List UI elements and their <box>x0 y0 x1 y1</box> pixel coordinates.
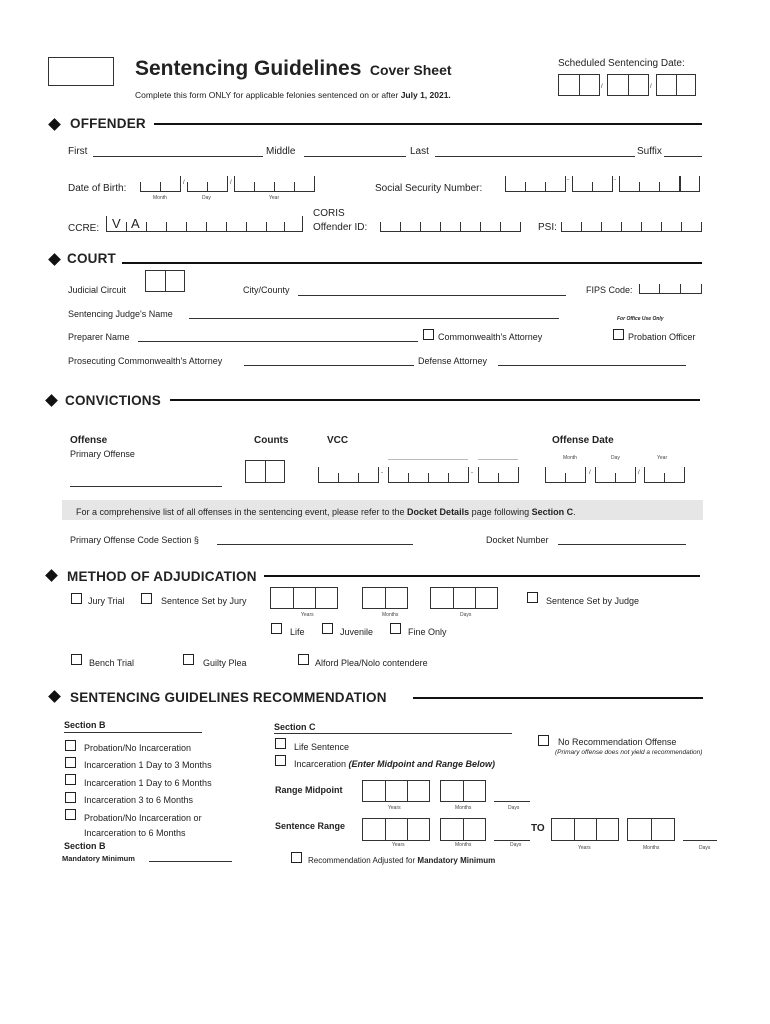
adjusted-mandatory-checkbox[interactable] <box>291 852 302 863</box>
title-main: Sentencing Guidelines <box>135 57 362 80</box>
section-b-underline <box>64 732 202 733</box>
range-high-days-caption: Days <box>699 845 711 851</box>
middle-name-label: Middle <box>266 146 296 157</box>
diamond-bullet-icon <box>48 118 61 131</box>
fine-only-label: Fine Only <box>408 627 447 637</box>
section-b-item-6: Incarceration to 6 Months <box>84 828 186 838</box>
dob-label: Date of Birth: <box>68 183 127 194</box>
offender-rule <box>154 123 702 125</box>
diamond-bullet-icon <box>48 253 61 266</box>
ccre-prefix-v: V <box>112 216 121 231</box>
range-low-months-field[interactable] <box>440 818 486 841</box>
section-b-checkbox-2[interactable] <box>65 757 76 768</box>
docket-number-label: Docket Number <box>486 535 549 545</box>
section-b-item-3: Incarceration 1 Day to 6 Months <box>84 778 212 788</box>
diamond-bullet-icon <box>45 394 58 407</box>
notice-prefix: For a comprehensive list of all offenses in the sentencing event, please refer to the <box>76 507 405 517</box>
title-sub: Cover Sheet <box>369 62 452 78</box>
judicial-circuit-label: Judicial Circuit <box>68 285 127 295</box>
to-label: TO <box>531 823 545 834</box>
section-b-checkbox-4[interactable] <box>65 792 76 803</box>
probation-officer-checkbox[interactable] <box>613 329 624 340</box>
juvenile-label: Juvenile <box>340 627 374 637</box>
court-heading: COURT <box>67 251 116 266</box>
scheduled-year-field[interactable] <box>656 74 696 96</box>
no-recommendation-note: (Primary offense does not yield a recommendation) <box>555 749 703 756</box>
fips-label: FIPS Code: <box>586 285 633 295</box>
defense-attorney-field[interactable] <box>498 365 686 366</box>
section-b-item-5: Probation/No Incarceration or <box>84 813 202 823</box>
judge-name-label: Sentencing Judge's Name <box>68 309 173 319</box>
section-b-item-1: Probation/No Incarceration <box>84 743 192 753</box>
alford-plea-label: Alford Plea/Nolo contendere <box>315 658 428 668</box>
commonwealth-attorney-checkbox[interactable] <box>423 329 434 340</box>
life-checkbox[interactable] <box>271 623 282 634</box>
juvenile-checkbox[interactable] <box>322 623 333 634</box>
probation-officer-label: Probation Officer <box>628 332 696 342</box>
midpoint-days-field[interactable] <box>494 801 530 802</box>
range-midpoint-label: Range Midpoint <box>275 785 343 795</box>
life-label: Life <box>290 627 305 637</box>
mandatory-minimum-field[interactable] <box>149 861 232 862</box>
section-b-checkbox-1[interactable] <box>65 740 76 751</box>
range-high-months-field[interactable] <box>627 818 675 841</box>
incarceration-label <box>294 759 495 769</box>
range-high-years-caption: Years <box>578 845 591 851</box>
defense-attorney-label: Defense Attorney <box>418 356 488 366</box>
judge-name-field[interactable] <box>189 318 559 319</box>
middle-name-field[interactable] <box>304 156 406 157</box>
dob-year-caption: Year <box>269 195 280 201</box>
range-high-years-field[interactable] <box>551 818 619 841</box>
first-name-field[interactable] <box>93 156 263 157</box>
adjudication-rule <box>264 575 700 577</box>
adjusted-mandatory-label <box>308 856 495 865</box>
scheduled-date-label: Scheduled Sentencing Date: <box>558 58 685 69</box>
suffix-label: Suffix <box>637 146 662 157</box>
sentence-set-by-judge-label: Sentence Set by Judge <box>546 596 640 606</box>
jury-days-field[interactable] <box>430 587 498 609</box>
preparer-name-label: Preparer Name <box>68 332 130 342</box>
guilty-plea-label: Guilty Plea <box>203 658 247 668</box>
no-recommendation-checkbox[interactable] <box>538 735 549 746</box>
jury-days-caption: Days <box>460 612 472 618</box>
prosecuting-attorney-label: Prosecuting Commonwealth's Attorney <box>68 356 223 366</box>
bench-trial-label: Bench Trial <box>89 658 135 668</box>
range-low-days-field[interactable] <box>494 840 530 841</box>
page-title <box>135 57 452 81</box>
midpoint-years-caption: Years <box>388 805 401 811</box>
jury-years-field[interactable] <box>270 587 338 609</box>
range-high-days-field[interactable] <box>683 840 717 841</box>
notice-mid: page following <box>471 507 530 517</box>
adjudication-heading: METHOD OF ADJUDICATION <box>67 569 257 584</box>
mandatory-minimum-label: Mandatory Minimum <box>62 854 135 863</box>
last-name-field[interactable] <box>435 156 635 157</box>
midpoint-days-caption: Days <box>508 805 520 811</box>
ccre-label: CCRE: <box>68 223 100 234</box>
city-county-label: City/County <box>243 285 290 295</box>
office-use-caption: For Office Use Only <box>617 316 664 322</box>
counts-col-header: Counts <box>254 435 289 446</box>
commonwealth-attorney-label: Commonwealth's Attorney <box>438 332 543 342</box>
incarceration-text: Incarceration <box>294 759 347 769</box>
preparer-name-field[interactable] <box>138 341 418 342</box>
dob-month-caption: Month <box>153 195 167 201</box>
scheduled-day-field[interactable] <box>607 74 649 96</box>
sentence-set-by-jury-checkbox[interactable] <box>141 593 152 604</box>
adjusted-bold: Mandatory Minimum <box>417 856 496 865</box>
offender-heading: OFFENDER <box>70 116 146 131</box>
midpoint-years-field[interactable] <box>362 780 430 802</box>
diamond-bullet-icon <box>48 690 61 703</box>
city-county-field[interactable] <box>298 295 566 296</box>
ssn-label: Social Security Number: <box>375 183 483 194</box>
ccre-prefix-a: A <box>131 216 140 231</box>
court-rule <box>122 262 702 264</box>
range-low-years-caption: Years <box>392 842 405 848</box>
life-sentence-label: Life Sentence <box>294 742 350 752</box>
range-high-months-caption: Months <box>643 845 660 851</box>
fine-only-checkbox[interactable] <box>390 623 401 634</box>
section-c-underline <box>274 733 512 734</box>
offender-id-label: Offender ID: <box>313 222 368 233</box>
section-b-mandatory-header: Section B <box>64 841 106 851</box>
notice-docket: Docket Details <box>407 507 470 517</box>
diamond-bullet-icon <box>45 569 58 582</box>
offense-month-caption: Month <box>563 455 577 461</box>
recommendation-heading: SENTENCING GUIDELINES RECOMMENDATION <box>70 690 387 705</box>
judicial-circuit-field[interactable] <box>145 270 185 292</box>
instruction-prefix: Complete this form ONLY for applicable felonies sentenced on or after <box>135 90 399 100</box>
counts-field[interactable] <box>245 460 285 483</box>
docket-notice-text <box>76 507 576 517</box>
primary-offense-label: Primary Offense <box>70 449 135 459</box>
notice-end: . <box>573 507 576 517</box>
section-b-checkbox-3[interactable] <box>65 774 76 785</box>
offense-date-col-header: Offense Date <box>552 435 614 446</box>
vcc-col-header: VCC <box>327 435 349 446</box>
office-use-box <box>48 57 114 86</box>
code-section-label: Primary Offense Code Section § <box>70 535 199 545</box>
range-low-days-caption: Days <box>510 842 522 848</box>
dob-day-caption: Day <box>202 195 211 201</box>
jury-months-field[interactable] <box>362 587 408 609</box>
section-b-item-2: Incarceration 1 Day to 3 Months <box>84 760 212 770</box>
notice-section: Section C <box>531 507 574 517</box>
sentence-set-by-jury-label: Sentence Set by Jury <box>161 596 247 606</box>
range-low-years-field[interactable] <box>362 818 430 841</box>
offense-col-header: Offense <box>70 435 108 446</box>
first-name-label: First <box>68 146 88 157</box>
jury-trial-label: Jury Trial <box>88 596 125 606</box>
jury-months-caption: Months <box>382 612 399 618</box>
midpoint-months-caption: Months <box>455 805 472 811</box>
sentence-set-by-judge-checkbox[interactable] <box>527 592 538 603</box>
jury-trial-checkbox[interactable] <box>71 593 82 604</box>
offense-day-caption: Day <box>611 455 620 461</box>
convictions-heading: CONVICTIONS <box>65 393 161 408</box>
section-c-header: Section C <box>274 722 316 732</box>
bench-trial-checkbox[interactable] <box>71 654 82 665</box>
section-b-checkbox-5[interactable] <box>65 809 76 820</box>
jury-years-caption: Years <box>301 612 314 618</box>
suffix-field[interactable] <box>664 156 702 157</box>
scheduled-month-field[interactable] <box>558 74 600 96</box>
range-low-months-caption: Months <box>455 842 472 848</box>
last-name-label: Last <box>410 146 429 157</box>
instruction-date: July 1, 2021. <box>400 90 451 100</box>
sentence-range-label: Sentence Range <box>275 821 346 831</box>
coris-label: CORIS <box>313 208 345 219</box>
incarceration-checkbox[interactable] <box>275 755 286 766</box>
instruction-text <box>135 90 451 100</box>
adjusted-prefix: Recommendation Adjusted for <box>308 856 416 865</box>
primary-offense-field[interactable] <box>70 486 222 487</box>
alford-plea-checkbox[interactable] <box>298 654 309 665</box>
offense-year-caption: Year <box>657 455 668 461</box>
prosecuting-attorney-field[interactable] <box>244 365 414 366</box>
recommendation-rule <box>413 697 703 699</box>
incarceration-note: (Enter Midpoint and Range Below) <box>348 759 496 769</box>
psi-label: PSI: <box>538 222 557 233</box>
midpoint-months-field[interactable] <box>440 780 486 802</box>
life-sentence-checkbox[interactable] <box>275 738 286 749</box>
convictions-rule <box>170 399 700 401</box>
docket-number-field[interactable] <box>558 544 686 545</box>
no-recommendation-label: No Recommendation Offense <box>558 737 677 747</box>
section-b-item-4: Incarceration 3 to 6 Months <box>84 795 194 805</box>
code-section-field[interactable] <box>217 544 413 545</box>
section-b-header: Section B <box>64 720 106 730</box>
guilty-plea-checkbox[interactable] <box>183 654 194 665</box>
